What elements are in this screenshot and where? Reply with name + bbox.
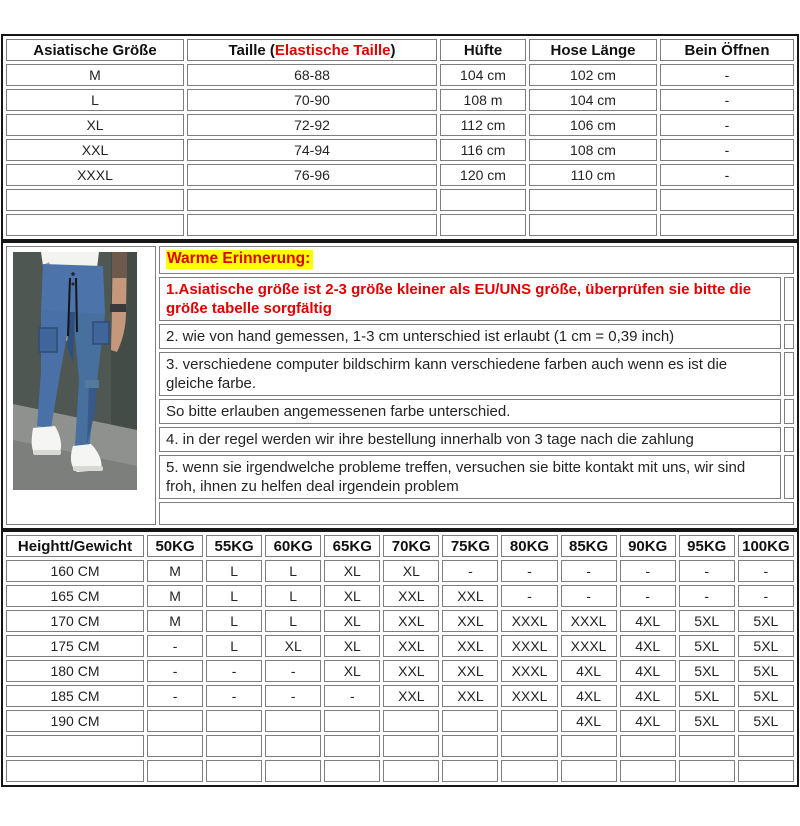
table-cell: [501, 760, 557, 782]
table-cell: -: [620, 560, 676, 582]
table-cell: [324, 760, 380, 782]
sneaker-right-sole: [73, 466, 103, 471]
table-row: [6, 635, 794, 657]
table-cell: [679, 760, 735, 782]
table-cell: 160 CM: [6, 560, 144, 582]
table-cell: [440, 214, 526, 236]
sneaker-left: [32, 426, 61, 454]
note-contact-us: 5. wenn sie irgendwelche probleme treffen, versuchen sie bitte kontakt mit uns, wir sind froh, ihnen zu helfen deal irgendein problem: [159, 455, 781, 499]
table-cell: 4XL: [620, 710, 676, 732]
column-header: Heightt/Gewicht: [6, 535, 144, 557]
table-cell: XXL: [442, 585, 498, 607]
empty-reminder-row: [159, 502, 794, 525]
wrist-watch: [110, 304, 126, 312]
reminder-note-row: [159, 352, 794, 396]
table-cell: [529, 189, 657, 211]
table-cell: 4XL: [620, 685, 676, 707]
table-cell: 68-88: [187, 64, 437, 86]
reminder-note-row: [159, 277, 794, 321]
table-cell: 104 cm: [529, 89, 657, 111]
table-cell: -: [738, 585, 794, 607]
table-cell: 110 cm: [529, 164, 657, 186]
table-cell: M: [6, 64, 184, 86]
table-row: [6, 89, 794, 111]
table-row: [6, 760, 794, 782]
column-header-waist: [187, 39, 437, 61]
table-cell: [529, 214, 657, 236]
table-cell: -: [442, 560, 498, 582]
table-cell: -: [265, 685, 321, 707]
waist-label-prefix: Taille (: [228, 41, 275, 59]
table-row: [6, 164, 794, 186]
table-cell: [147, 710, 203, 732]
table-row: [6, 64, 794, 86]
table-cell: -: [679, 585, 735, 607]
table-cell: [147, 735, 203, 757]
table-cell: -: [620, 585, 676, 607]
table-cell: -: [147, 685, 203, 707]
column-header-hip: Hüfte: [440, 39, 526, 61]
table-cell: 120 cm: [440, 164, 526, 186]
height-weight-table: [1, 530, 799, 787]
reminder-notes-column: [159, 246, 794, 525]
table-cell: 5XL: [679, 660, 735, 682]
table-cell: 76-96: [187, 164, 437, 186]
table-cell: XXXL: [501, 660, 557, 682]
table-cell: 108 m: [440, 89, 526, 111]
table-cell: 5XL: [679, 685, 735, 707]
table-cell: XXL: [383, 660, 439, 682]
table-row: [6, 660, 794, 682]
table-row: [6, 139, 794, 161]
table-cell: M: [147, 610, 203, 632]
table-cell: [6, 735, 144, 757]
table-cell: L: [265, 610, 321, 632]
table-cell: 4XL: [620, 660, 676, 682]
table-cell: [265, 735, 321, 757]
reminder-note-row: [159, 455, 794, 499]
reminder-section: [1, 241, 799, 530]
table-cell: [738, 735, 794, 757]
table-cell: [442, 735, 498, 757]
product-photo-cell: [6, 246, 156, 525]
table-cell: -: [147, 635, 203, 657]
table-cell: 4XL: [620, 635, 676, 657]
table-cell: 116 cm: [440, 139, 526, 161]
table-cell: -: [324, 685, 380, 707]
note-side-cell: [784, 277, 794, 321]
table-cell: 108 cm: [529, 139, 657, 161]
table-cell: 5XL: [738, 710, 794, 732]
table-cell: [206, 735, 262, 757]
table-cell: [383, 710, 439, 732]
column-header: 100KG: [738, 535, 794, 557]
table-cell: 180 CM: [6, 660, 144, 682]
table-cell: [187, 214, 437, 236]
table-cell: -: [660, 164, 794, 186]
table-cell: 5XL: [679, 610, 735, 632]
table-row: [6, 710, 794, 732]
table-cell: [501, 710, 557, 732]
table-cell: XL: [6, 114, 184, 136]
table-cell: [738, 760, 794, 782]
table-cell: 5XL: [679, 710, 735, 732]
drawstring-right: [76, 278, 77, 332]
jeans-product-photo: [13, 252, 137, 490]
table-cell: XL: [324, 635, 380, 657]
reminder-note-row: [159, 399, 794, 424]
table-cell: -: [660, 139, 794, 161]
table-row: [6, 585, 794, 607]
table-cell: -: [679, 560, 735, 582]
size-chart-page: [1, 0, 799, 787]
table-cell: [6, 760, 144, 782]
table-cell: [620, 760, 676, 782]
table-cell: 190 CM: [6, 710, 144, 732]
size-table-header-row: [6, 39, 794, 61]
table-cell: 185 CM: [6, 685, 144, 707]
table-cell: 4XL: [561, 685, 617, 707]
table-cell: [265, 760, 321, 782]
table-cell: 106 cm: [529, 114, 657, 136]
table-cell: L: [206, 585, 262, 607]
note-screen-colors: 3. verschiedene computer bildschirm kann verschiedene farben auch wenn es ist die gleiche farbe.: [159, 352, 781, 396]
column-header-pant-length: Hose Länge: [529, 39, 657, 61]
table-cell: [442, 760, 498, 782]
note-hand-measured: 2. wie von hand gemessen, 1-3 cm unterschied ist erlaubt (1 cm = 0,39 inch): [159, 324, 781, 349]
table-cell: 70-90: [187, 89, 437, 111]
table-cell: -: [660, 89, 794, 111]
table-cell: XL: [324, 560, 380, 582]
table-cell: [324, 735, 380, 757]
table-cell: XXL: [442, 635, 498, 657]
fly-button: [72, 283, 75, 286]
table-cell: XL: [265, 635, 321, 657]
sneaker-left-sole: [33, 450, 61, 455]
table-cell: XL: [324, 610, 380, 632]
table-cell: L: [6, 89, 184, 111]
table-cell: M: [147, 585, 203, 607]
table-cell: -: [206, 660, 262, 682]
column-header: 80KG: [501, 535, 557, 557]
column-header-asian-size: Asiatische Größe: [6, 39, 184, 61]
knee-patch: [85, 380, 99, 388]
table-cell: -: [660, 114, 794, 136]
table-cell: -: [501, 560, 557, 582]
warm-reminder-title: Warme Erinnerung:: [166, 250, 313, 269]
waist-label-elastic: Elastische Taille: [274, 41, 391, 59]
tattoo: [112, 252, 127, 278]
column-header: 70KG: [383, 535, 439, 557]
column-header: 60KG: [265, 535, 321, 557]
note-side-cell: [784, 352, 794, 396]
table-cell: XXL: [442, 685, 498, 707]
table-cell: 72-92: [187, 114, 437, 136]
asian-size-table: [1, 34, 799, 241]
table-cell: 74-94: [187, 139, 437, 161]
note-side-cell: [784, 399, 794, 424]
table-cell: XXL: [383, 685, 439, 707]
table-cell: 5XL: [738, 635, 794, 657]
column-header: 75KG: [442, 535, 498, 557]
table-cell: 104 cm: [440, 64, 526, 86]
note-side-cell: [784, 427, 794, 452]
table-cell: L: [206, 635, 262, 657]
note-shipping-time: 4. in der regel werden wir ihre bestellung innerhalb von 3 tage nach die zahlung: [159, 427, 781, 452]
table-row: [6, 610, 794, 632]
table-cell: 4XL: [561, 660, 617, 682]
table-cell: [147, 760, 203, 782]
table-cell: [6, 189, 184, 211]
table-cell: -: [561, 585, 617, 607]
table-cell: 4XL: [620, 610, 676, 632]
table-row: [6, 735, 794, 757]
table-cell: XXL: [442, 610, 498, 632]
cargo-pocket-right: [93, 322, 109, 344]
table-cell: 165 CM: [6, 585, 144, 607]
table-cell: XXXL: [501, 610, 557, 632]
note-color-difference: So bitte erlauben angemessenen farbe unterschied.: [159, 399, 781, 424]
column-header: 55KG: [206, 535, 262, 557]
table-cell: [660, 214, 794, 236]
table-cell: 5XL: [679, 635, 735, 657]
table-row: [6, 114, 794, 136]
warm-reminder-row: [159, 246, 794, 274]
table-row: [6, 685, 794, 707]
table-cell: [561, 735, 617, 757]
table-cell: -: [660, 64, 794, 86]
table-cell: [206, 710, 262, 732]
column-header-leg-opening: Bein Öffnen: [660, 39, 794, 61]
table-cell: XXXL: [501, 685, 557, 707]
note-side-cell: [784, 455, 794, 499]
table-cell: L: [265, 585, 321, 607]
table-cell: -: [561, 560, 617, 582]
table-cell: XXL: [442, 660, 498, 682]
table-cell: M: [147, 560, 203, 582]
table-cell: -: [206, 685, 262, 707]
table-cell: [187, 189, 437, 211]
note-asian-size-warning: 1.Asiatische größe ist 2-3 größe kleiner als EU/UNS größe, überprüfen sie bitte die größe tabelle sorgfältig: [159, 277, 781, 321]
table-row: [6, 214, 794, 236]
column-header: 90KG: [620, 535, 676, 557]
table-cell: XXXL: [6, 164, 184, 186]
table-cell: [383, 735, 439, 757]
waist-label-suffix: ): [390, 41, 396, 59]
table-cell: XXXL: [561, 610, 617, 632]
reminder-note-row: [159, 324, 794, 349]
table-cell: [6, 214, 184, 236]
table-cell: -: [147, 660, 203, 682]
table-cell: [501, 735, 557, 757]
table-cell: L: [206, 560, 262, 582]
column-header: 95KG: [679, 535, 735, 557]
table-cell: XL: [383, 560, 439, 582]
table-cell: XL: [324, 660, 380, 682]
table-cell: XXL: [383, 610, 439, 632]
table-cell: [561, 760, 617, 782]
table-row: [6, 189, 794, 211]
table-cell: [265, 710, 321, 732]
table-cell: XXL: [6, 139, 184, 161]
table-cell: XXXL: [501, 635, 557, 657]
column-header: 50KG: [147, 535, 203, 557]
table-cell: [324, 710, 380, 732]
table-cell: [440, 189, 526, 211]
column-header: 85KG: [561, 535, 617, 557]
table-cell: 175 CM: [6, 635, 144, 657]
height-weight-header-row: [6, 535, 794, 557]
table-cell: 5XL: [738, 610, 794, 632]
table-row: [6, 560, 794, 582]
table-cell: 4XL: [561, 710, 617, 732]
table-cell: [679, 735, 735, 757]
table-cell: 170 CM: [6, 610, 144, 632]
cargo-pocket-left: [39, 328, 57, 352]
table-cell: [620, 735, 676, 757]
table-cell: [206, 760, 262, 782]
table-cell: -: [265, 660, 321, 682]
table-cell: XXL: [383, 585, 439, 607]
table-cell: [660, 189, 794, 211]
table-cell: L: [265, 560, 321, 582]
table-cell: -: [738, 560, 794, 582]
jeans-hips: [41, 264, 105, 314]
table-cell: XL: [324, 585, 380, 607]
table-cell: XXL: [383, 635, 439, 657]
table-cell: [442, 710, 498, 732]
table-cell: [383, 760, 439, 782]
column-header: 65KG: [324, 535, 380, 557]
table-cell: L: [206, 610, 262, 632]
reminder-note-row: [159, 427, 794, 452]
waist-button: [71, 272, 75, 276]
table-cell: -: [501, 585, 557, 607]
note-side-cell: [784, 324, 794, 349]
table-cell: 112 cm: [440, 114, 526, 136]
table-cell: XXXL: [561, 635, 617, 657]
table-cell: 5XL: [738, 685, 794, 707]
table-cell: 5XL: [738, 660, 794, 682]
table-cell: 102 cm: [529, 64, 657, 86]
